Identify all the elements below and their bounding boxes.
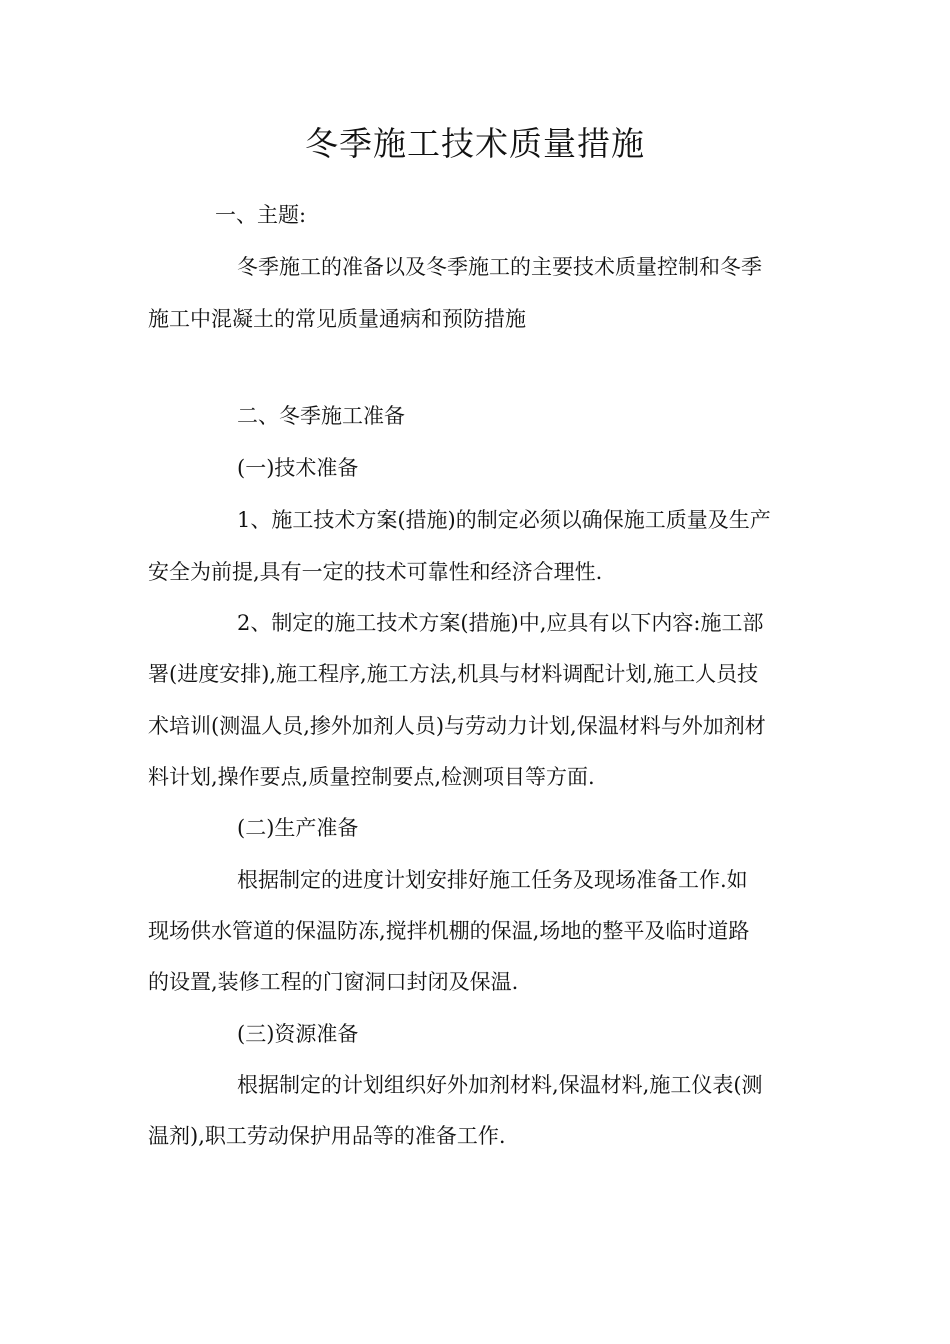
paragraph-line: 安全为前提,具有一定的技术可靠性和经济合理性.: [148, 560, 603, 584]
section-heading-theme: 一、主题:: [215, 203, 307, 227]
paragraph-line: 施工中混凝土的常见质量通病和预防措施: [148, 307, 526, 331]
section-heading-preparation: 二、冬季施工准备: [237, 404, 405, 428]
paragraph-line: 根据制定的进度计划安排好施工任务及现场准备工作.如: [237, 868, 748, 892]
paragraph-line: 根据制定的计划组织好外加剂材料,保温材料,施工仪表(测: [237, 1073, 763, 1097]
paragraph-line: 冬季施工的准备以及冬季施工的主要技术质量控制和冬季: [237, 255, 762, 279]
paragraph-line: 现场供水管道的保温防冻,搅拌机棚的保温,场地的整平及临时道路: [148, 919, 750, 943]
document-title: 冬季施工技术质量措施: [305, 124, 645, 163]
paragraph-line: 署(进度安排),施工程序,施工方法,机具与材料调配计划,施工人员技: [148, 662, 759, 686]
paragraph-line: 料计划,操作要点,质量控制要点,检测项目等方面.: [148, 765, 595, 789]
paragraph-line: 术培训(测温人员,掺外加剂人员)与劳动力计划,保温材料与外加剂材: [148, 714, 766, 738]
subsection-heading-resources: (三)资源准备: [237, 1022, 359, 1046]
subsection-heading-production: (二)生产准备: [237, 816, 359, 840]
paragraph-line: 1、施工技术方案(措施)的制定必须以确保施工质量及生产: [237, 508, 771, 532]
paragraph-line: 的设置,装修工程的门窗洞口封闭及保温.: [148, 970, 519, 994]
subsection-heading-technical: (一)技术准备: [237, 456, 359, 480]
paragraph-line: 温剂),职工劳动保护用品等的准备工作.: [148, 1124, 506, 1148]
paragraph-line: 2、制定的施工技术方案(措施)中,应具有以下内容:施工部: [237, 611, 764, 635]
